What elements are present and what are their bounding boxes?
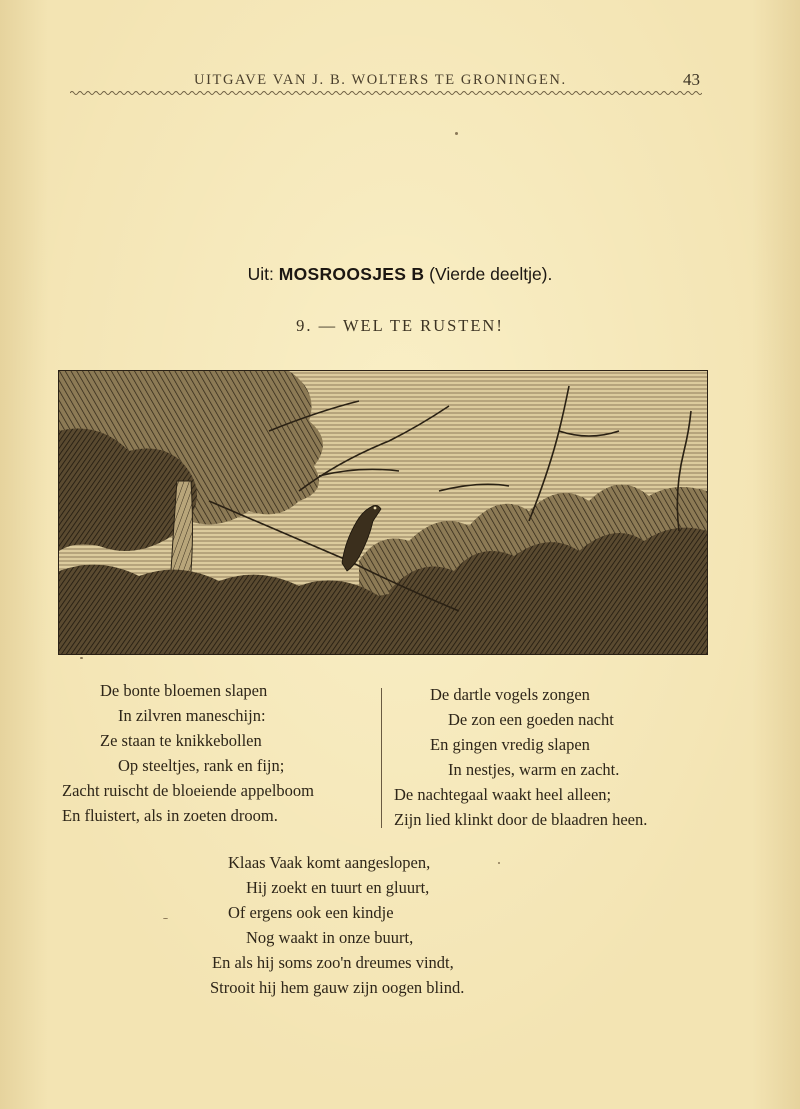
column-divider xyxy=(381,688,382,828)
verse-line: En fluistert, als in zoeten droom. xyxy=(62,806,278,825)
verse-line: Strooit hij hem gauw zijn oogen blind. xyxy=(210,978,465,997)
verse-line: Zijn lied klinkt door de blaadren heen. xyxy=(394,810,648,829)
stanza-right xyxy=(394,682,714,832)
wavy-rule xyxy=(70,89,702,97)
verse-line: Klaas Vaak komt aangeslopen, xyxy=(228,853,431,872)
verse-line: En als hij soms zoo'n dreumes vindt, xyxy=(212,953,454,972)
verse-line: En gingen vredig slapen xyxy=(430,735,590,754)
paper-speck xyxy=(498,862,500,864)
paper-speck xyxy=(163,918,168,919)
publisher-line: UITGAVE VAN J. B. WOLTERS TE GRONINGEN. xyxy=(194,72,567,88)
page-number: 43 xyxy=(683,70,700,89)
verse-line: In nestjes, warm en zacht. xyxy=(448,760,620,779)
collection-prefix: Uit: xyxy=(247,264,279,284)
poem-title: 9. — WEL TE RUSTEN! xyxy=(296,316,504,335)
verse-line: Ze staan te knikkebollen xyxy=(100,731,262,750)
verse-line: Nog waakt in onze buurt, xyxy=(246,928,414,947)
collection-suffix: (Vierde deeltje). xyxy=(424,264,553,284)
paper-speck xyxy=(80,657,83,659)
verse-line: De bonte bloemen slapen xyxy=(100,681,268,700)
landscape-engraving xyxy=(59,371,707,654)
running-head xyxy=(70,68,710,98)
verse-line: Zacht ruischt de bloeiende appelboom xyxy=(62,781,314,800)
collection-title: MOSROOSJES B xyxy=(278,264,425,284)
collection-heading xyxy=(0,264,800,285)
verse-line: De zon een goeden nacht xyxy=(448,710,614,729)
verse-line: Of ergens ook een kindje xyxy=(228,903,394,922)
verse-line: De dartle vogels zongen xyxy=(430,685,590,704)
stanza-left xyxy=(62,678,382,828)
engraving-illustration xyxy=(58,370,708,655)
verse-line: De nachtegaal waakt heel alleen; xyxy=(394,785,612,804)
verse-line: In zilvren maneschijn: xyxy=(118,706,266,725)
stanza-bottom xyxy=(208,850,568,1000)
verse-line: Op steeltjes, rank en fijn; xyxy=(118,756,285,775)
verse-line: Hij zoekt en tuurt en gluurt, xyxy=(246,878,430,897)
paper-speck xyxy=(455,132,458,135)
